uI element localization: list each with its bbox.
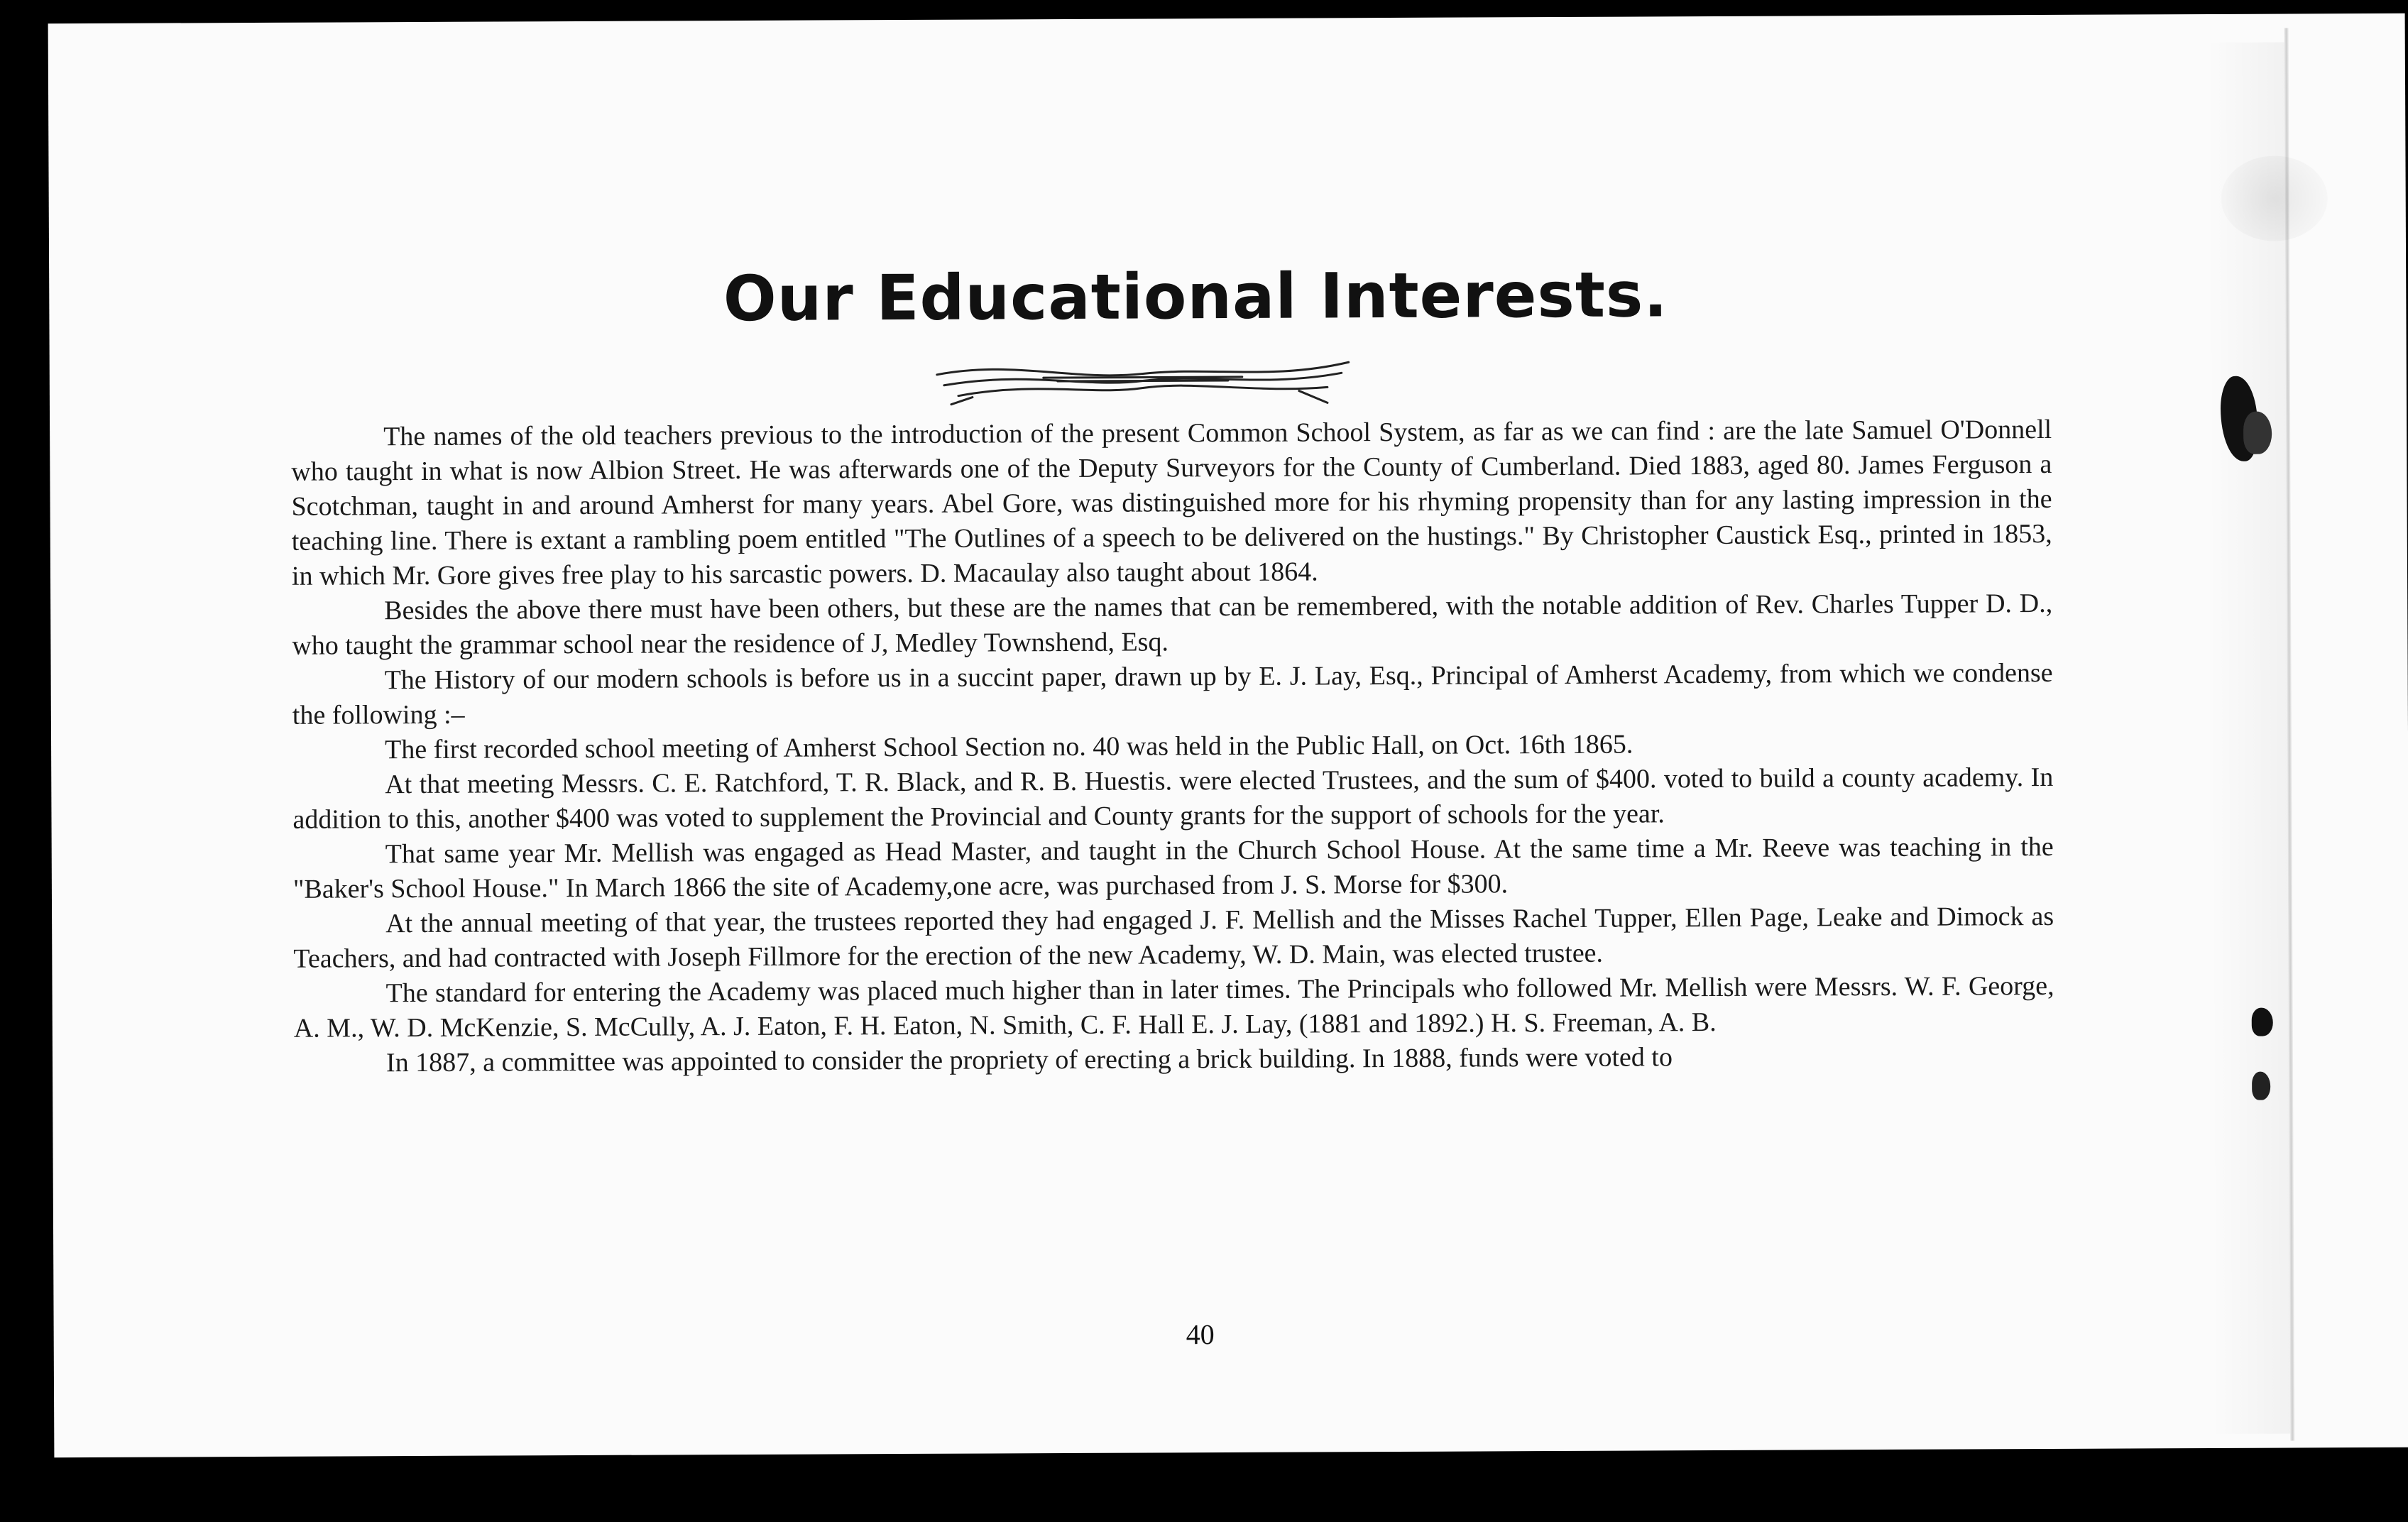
ink-blot	[2252, 1072, 2270, 1100]
book-page	[48, 13, 2408, 1457]
paragraph: At that meeting Messrs. C. E. Ratchford, T. R. Black, and R. B. Huestis. were elected Trustees, and the sum of $400. voted to build a county academy. In addition to this, another $400 was voted to supplement the Provincial and County grants for the support of schools for the year.	[292, 762, 2054, 835]
page-title: Our Educational Interests.	[723, 258, 1668, 336]
ink-blot	[2252, 1008, 2273, 1036]
paragraph: The names of the old teachers previous to the introduction of the present Common School System, as far as we can find : are the late Samuel O'Donnell who taught in what is now Albion Street. He was afterwards one of the Deputy Surveyors for the County of Cumberland. Died 1883, aged 80. James Ferguson a Scotchman, taught in and around Amherst for many years. Abel Gore, was distinguished more for his rhyming propensity than for any lasting impression in the teaching line. There is extant a rambling poem entitled "The Outlines of a speech to be delivered on the hustings." By Christopher Caustick Esq., printed in 1853, in which Mr. Gore gives free play to his sarcastic powers. D. Macaulay also taught about 1864.	[291, 414, 2052, 591]
paragraph: In 1887, a committee was appointed to consider the propriety of erecting a brick building. In 1888, funds were voted to	[385, 1042, 1673, 1078]
paragraph: The standard for entering the Academy was placed much higher than in later times. The Principals who followed Mr. Mellish were Messrs. W. F. George, A. M., W. D. McKenzie, S. McCully, A. J. Eaton, F. H. Eaton, N. Smith, C. F. Hall E. J. Lay, (1881 and 1892.) H. S. Freeman, A. B.	[293, 970, 2054, 1044]
gutter-shadow	[2206, 43, 2291, 1434]
paragraph: Besides the above there must have been others, but these are the names that can be remembered, with the notable addition of Rev. Charles Tupper D. D., who taught the grammar school near the residence of J, Medley Townshend, Esq.	[292, 588, 2053, 661]
paragraph: That same year Mr. Mellish was engaged as Head Master, and taught in the Church School House. At the same time a Mr. Reeve was teaching in the "Baker's School House." In March 1866 the site of Academy,one acre, was purchased from J. S. Morse for $300.	[292, 831, 2054, 904]
paragraph: At the annual meeting of that year, the trustees reported they had engaged J. F. Mellish and the Misses Rachel Tupper, Ellen Page, Leake and Dimock as Teachers, and had contracted with Joseph Fillmore for the erection of the new Academy, W. D. Main, was elected trustee.	[293, 901, 2054, 974]
paragraph: The first recorded school meeting of Amherst School Section no. 40 was held in the Public Hall, on Oct. 16th 1865.	[384, 729, 1633, 765]
page-smudge	[2221, 155, 2328, 241]
decorative-flourish	[930, 351, 1356, 410]
page-number: 40	[1186, 1318, 1215, 1351]
article-body	[291, 412, 2054, 1081]
ink-blot	[2243, 412, 2272, 454]
paragraph: The History of our modern schools is before us in a succint paper, drawn up by E. J. Lay, Esq., Principal of Amherst Academy, from which we condense the following :–	[292, 657, 2053, 730]
